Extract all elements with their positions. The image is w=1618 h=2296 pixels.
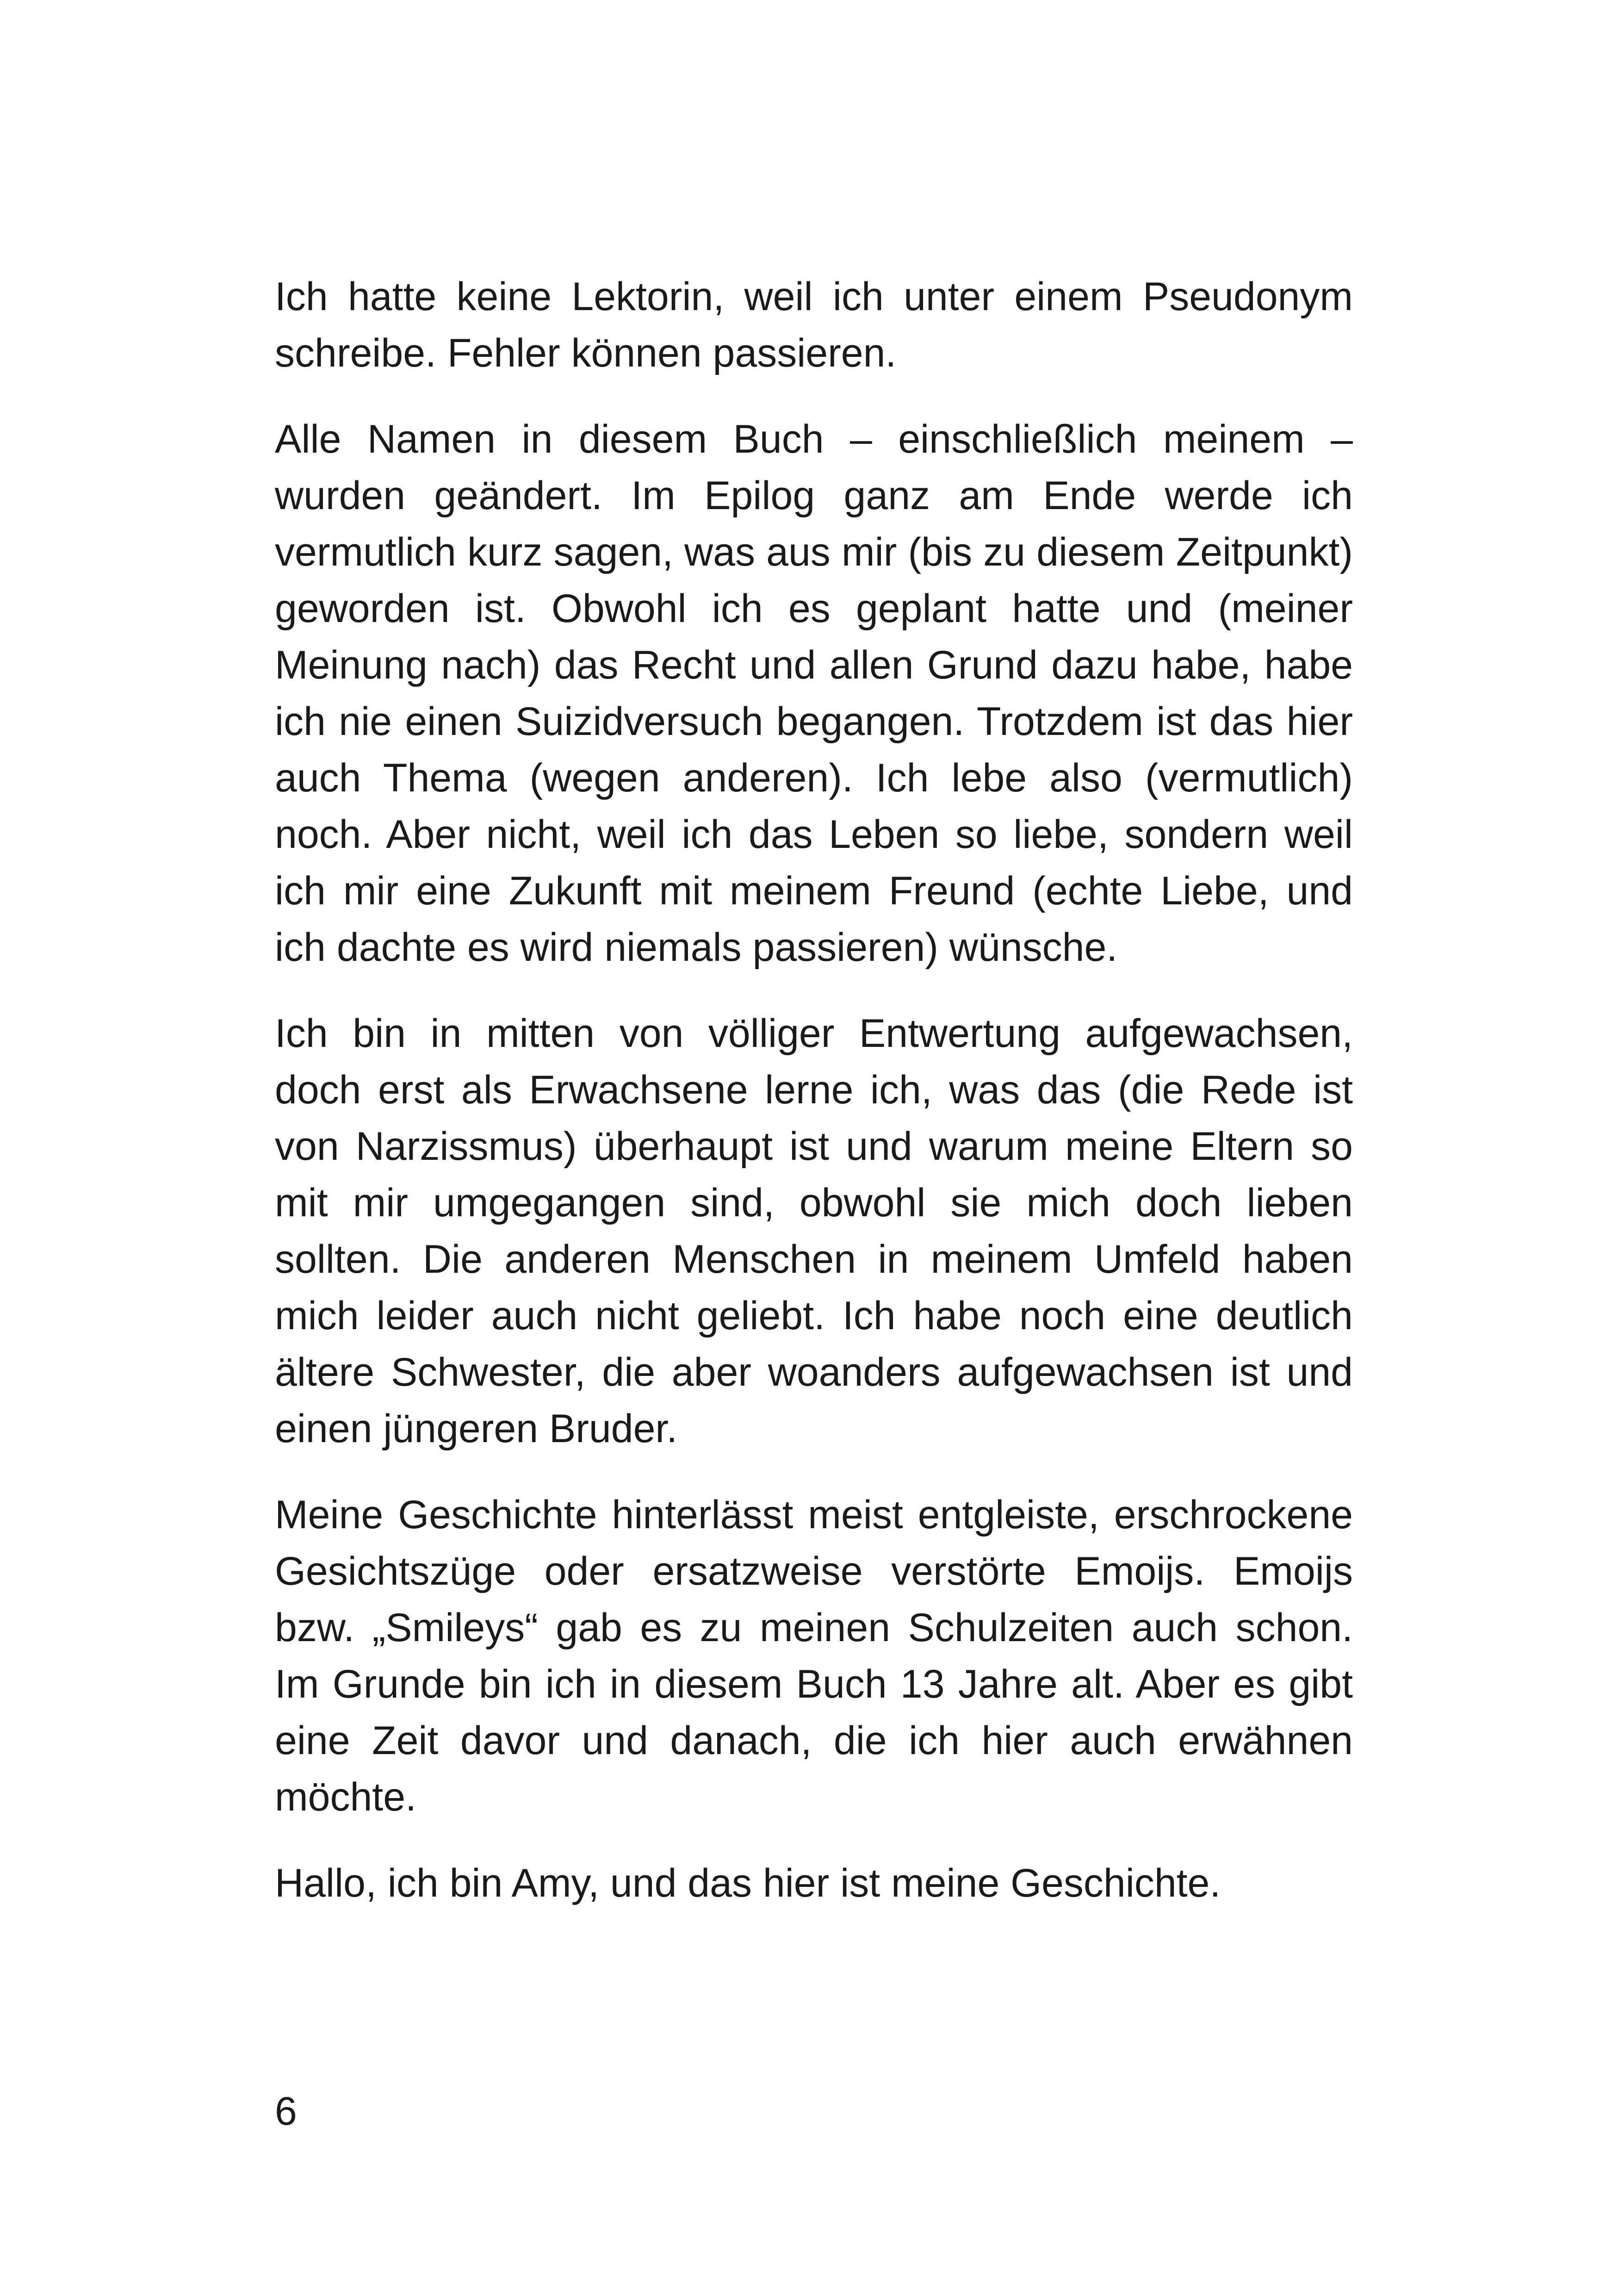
- paragraph-introduction: Hallo, ich bin Amy, und das hier ist meine Geschichte.: [275, 1861, 1221, 1905]
- paragraph-story-reactions: Meine Geschichte hinterlässt meist entgleiste, erschrockene Gesichtszüge oder ersatzweise verstörte Emoijs. Emoijs bzw. „Smileys“ gab es zu meinen Schulzeiten auch schon. Im Grunde bin ich in diesem Buch 13 Jahre alt. Aber es gibt eine Zeit davor und danach, die ich hier auch erwähnen möchte.: [275, 1493, 1353, 1819]
- paragraph-names-changed: Alle Namen in diesem Buch – einschließlich meinem – wurden geändert. Im Epilog ganz am Ende werde ich vermutlich kurz sagen, was aus mir (bis zu diesem Zeitpunkt) geworden ist. Obwohl ich es geplant hatte und (meiner Meinung nach) das Recht und allen Grund dazu habe, habe ich nie einen Suizidversuch begangen. Trotzdem ist das hier auch Thema (wegen anderen). Ich lebe also (vermutlich) noch. Aber nicht, weil ich das Leben so liebe, sondern weil ich mir eine Zukunft mit meinem Freund (echte Liebe, und ich dachte es wird niemals passieren) wünsche.: [275, 417, 1353, 970]
- body-text: [275, 268, 1353, 1911]
- paragraph-upbringing: Ich bin in mitten von völliger Entwertung aufgewachsen, doch erst als Erwachsene lerne ich, was das (die Rede ist von Narzissmus) überhaupt ist und warum meine Eltern so mit mir umgegangen sind, obwohl sie mich doch lieben sollten. Die anderen Menschen in meinem Umfeld haben mich leider auch nicht geliebt. Ich habe noch eine deutlich ältere Schwester, die aber woanders aufgewachsen ist und einen jüngeren Bruder.: [275, 1011, 1353, 1451]
- page-number: 6: [275, 2089, 297, 2134]
- paragraph-pseudonym: Ich hatte keine Lektorin, weil ich unter einem Pseudonym schreibe. Fehler können passieren.: [275, 274, 1353, 375]
